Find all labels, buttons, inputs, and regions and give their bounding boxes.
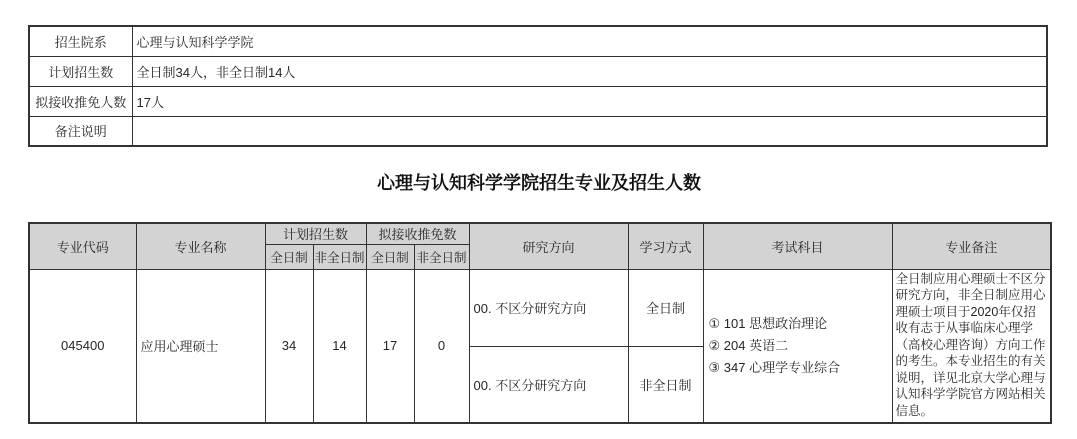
info-value-recommended-exempt: 17人 [132,86,1047,116]
info-label-planned-enrollment: 计划招生数 [29,56,132,86]
exam-subject-3: ③ 347 心理学专业综合 [708,359,841,375]
cell-planned-full-time: 34 [265,269,313,423]
exam-subject-2: ② 204 英语二 [708,337,789,353]
table-row [29,56,1047,86]
header-exempt-part-time: 非全日制 [414,244,469,269]
cell-planned-part-time: 14 [313,269,366,423]
header-major-notes: 专业备注 [892,223,1051,269]
cell-direction-2: 00. 不区分研究方向 [469,346,628,423]
cell-exam-subjects [703,269,892,423]
header-major-code: 专业代码 [29,223,136,269]
cell-exempt-full-time: 17 [366,269,414,423]
info-value-department: 心理与认知科学学院 [132,26,1047,56]
info-label-department: 招生院系 [29,26,132,56]
info-table [28,25,1048,147]
header-research-direction: 研究方向 [469,223,628,269]
cell-major-name: 应用心理硕士 [136,269,265,423]
cell-study-mode-2: 非全日制 [628,346,703,423]
header-planned-enrollment: 计划招生数 [265,223,366,244]
info-label-remarks: 备注说明 [29,116,132,146]
header-row-group [29,223,1051,244]
exam-subject-1: ① 101 思想政治理论 [708,315,828,331]
table-row [29,26,1047,56]
cell-major-notes: 全日制应用心理硕士不区分研究方向，非全日制应用心理硕士项目于2020年仅招收有志于从事临床心理学（高校心理咨询）方向工作的考生。本专业招生的有关说明，详见北京大学心理与认知科学学院官方网站相关信息。 [892,269,1051,423]
header-exam-subjects: 考试科目 [703,223,892,269]
table-row [29,269,1051,346]
header-planned-full-time: 全日制 [265,244,313,269]
section-title: 心理与认知科学学院招生专业及招生人数 [377,173,701,193]
header-exempt-full-time: 全日制 [366,244,414,269]
cell-major-code: 045400 [29,269,136,423]
cell-direction-1: 00. 不区分研究方向 [469,269,628,346]
header-recommended-exempt: 拟接收推免数 [366,223,469,244]
header-study-mode: 学习方式 [628,223,703,269]
table-row [29,116,1047,146]
info-value-planned-enrollment: 全日制34人，非全日制14人 [132,56,1047,86]
info-value-remarks [132,116,1047,146]
table-row [29,86,1047,116]
cell-study-mode-1: 全日制 [628,269,703,346]
cell-exempt-part-time: 0 [414,269,469,423]
header-planned-part-time: 非全日制 [313,244,366,269]
majors-table [28,222,1052,424]
info-label-recommended-exempt: 拟接收推免人数 [29,86,132,116]
header-major-name: 专业名称 [136,223,265,269]
